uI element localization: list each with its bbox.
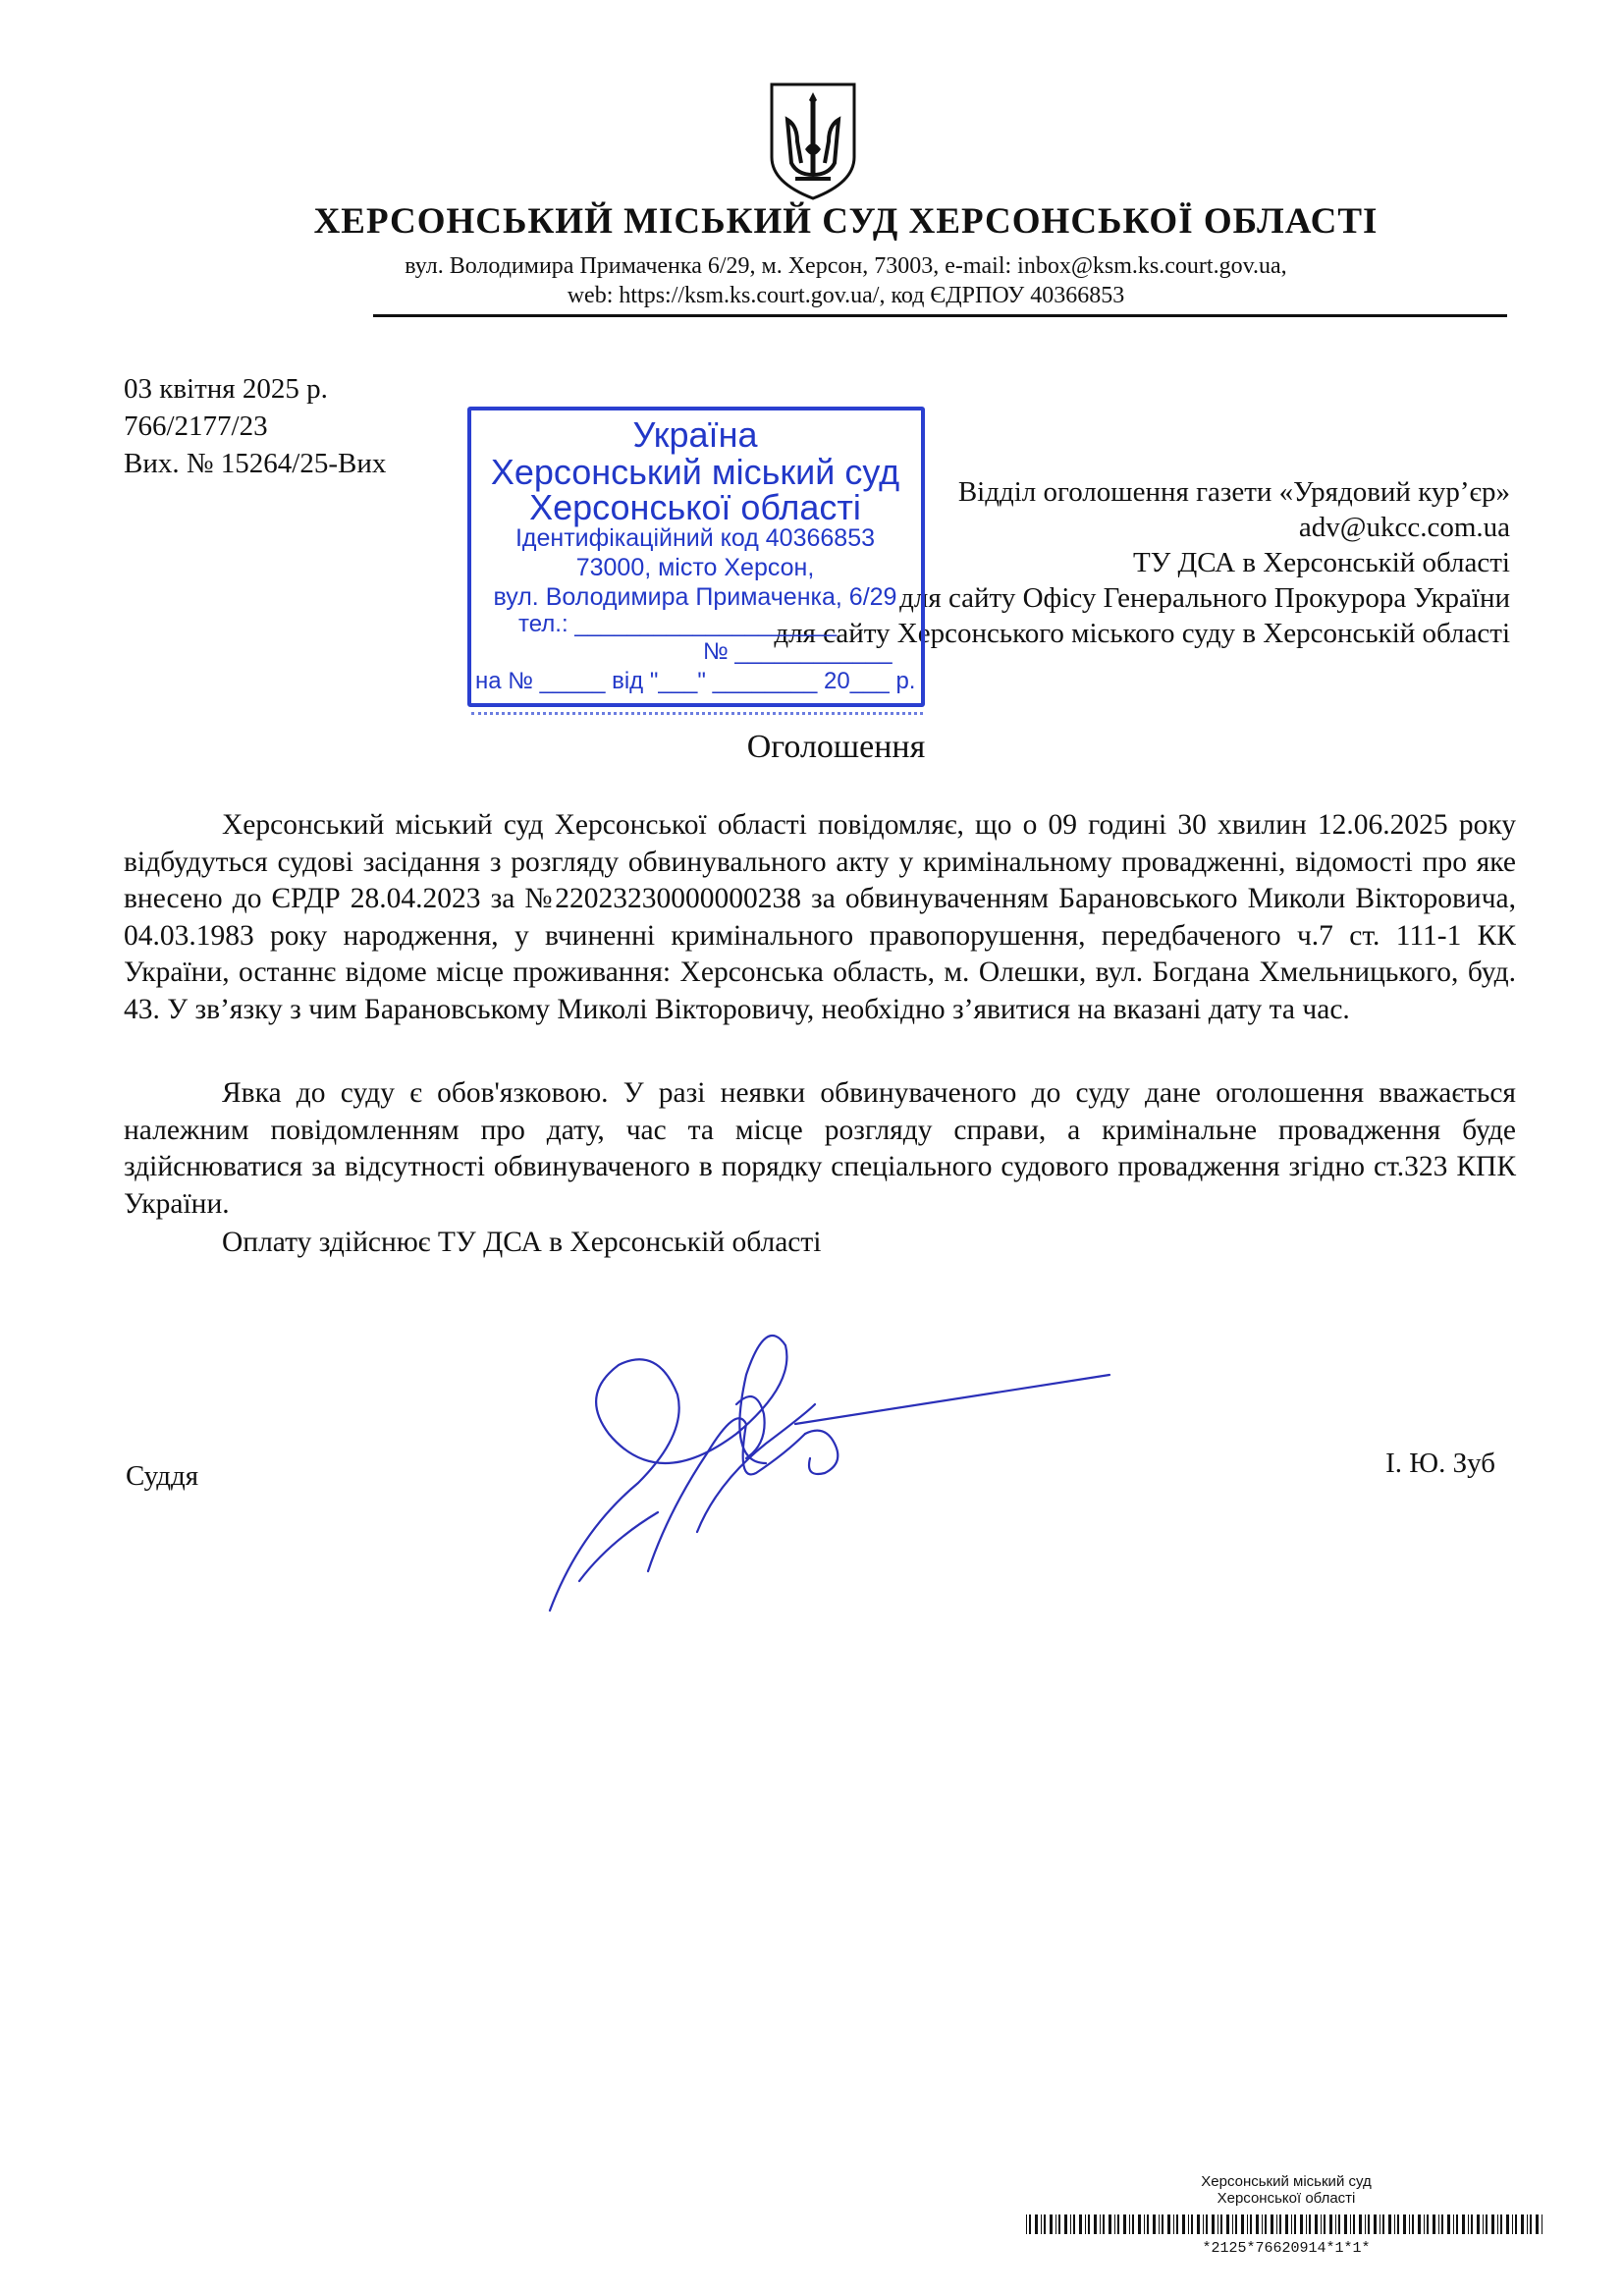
stamp-country: Україна [632, 414, 758, 455]
announcement-paragraph: Оплату здійснює ТУ ДСА в Херсонській області [222, 1227, 822, 1258]
stamp-street: вул. Володимира Примаченка, 6/29 [493, 583, 897, 611]
coat-of-arms-icon [768, 81, 858, 202]
footer-court-line-1: Херсонський міський суд [1201, 2173, 1372, 2190]
footer-court-line-2: Херсонської області [1217, 2190, 1356, 2207]
court-name-heading: ХЕРСОНСЬКИЙ МІСЬКИЙ СУД ХЕРСОНСЬКОЇ ОБЛАСТІ [313, 201, 1379, 242]
case-number: 766/2177/23 [124, 410, 268, 442]
barcode-icon [1026, 2214, 1546, 2234]
stamp-phone: тел.: ____________________ [518, 611, 838, 637]
recipient-line: adv@ukcc.com.ua [1298, 512, 1510, 543]
outgoing-number: Вих. № 15264/25-Вих [124, 448, 387, 479]
announcement-paragraph: Херсонський міський суд Херсонської області повідомляє, що о 09 годині 30 хвилин 12.06.2025 року відбудуться судові засідання з розгляду обвинувального акту у кримінальному провадженні, відомості про яке внесено до ЄРДР 28.04.2023 за №22023230000000238 за обвинуваченням Барановського Миколи Вікторовича, 04.03.1983 року народження, у вчиненні кримінального правопорушення, передбаченого ч.7 ст. 111-1 КК України, останнє відоме місце проживання: Херсонська область, м. Олешки, вул. Богдана Хмельницького, буд. 43. У зв’язку з чим Барановському Миколі Вікторовичу, необхідно з’явитися на вказані дату та час. [124, 809, 1516, 1025]
court-address-line-2: web: https://ksm.ks.court.gov.ua/, код ЄДРПОУ 40366853 [567, 283, 1125, 308]
court-stamp [460, 393, 931, 712]
recipient-line: для сайту Херсонського міського суду в Херсонській області [774, 618, 1510, 649]
recipient-line: ТУ ДСА в Херсонській області [1132, 547, 1510, 578]
header-divider [373, 314, 1507, 317]
judge-label: Суддя [126, 1460, 199, 1492]
judge-name: І. Ю. Зуб [1385, 1448, 1495, 1479]
recipient-line: Відділ оголошення газети «Урядовий кур’єр» [957, 476, 1510, 508]
recipient-line: для сайту Офісу Генерального Прокурора України [899, 582, 1510, 614]
court-address-line-1: вул. Володимира Примаченка 6/29, м. Херсон, 73003, e-mail: inbox@ksm.ks.court.gov.ua, [405, 253, 1287, 279]
footer-court-name [1149, 2173, 1424, 2207]
barcode-number: *2125*76620914*1*1* [1202, 2240, 1371, 2257]
stamp-city: 73000, місто Херсон, [575, 554, 815, 581]
stamp-id-code: Ідентифікаційний код 40366853 [514, 524, 876, 552]
handwritten-signature [511, 1286, 1119, 1660]
stamp-region: Херсонської області [529, 487, 861, 527]
stamp-reference: на № _____ від "___" ________ 20___ р. [475, 668, 916, 694]
announcement-title: Оголошення [746, 729, 926, 765]
document-date: 03 квітня 2025 р. [124, 373, 328, 405]
stamp-court-name: Херсонський міський суд [490, 452, 900, 492]
announcement-paragraph: Явка до суду є обов'язковою. У разі неявки обвинуваченого до суду дане оголошення вважається належним повідомленням про дату, час та місце розгляду справи, а кримінальне провадження буде здійснюватися за відсутності обвинуваченого в порядку спеціального судового провадження згідно ст.323 КПК України. [124, 1077, 1516, 1220]
stamp-number: № ____________ [703, 638, 893, 665]
stamp-underline [471, 712, 923, 718]
